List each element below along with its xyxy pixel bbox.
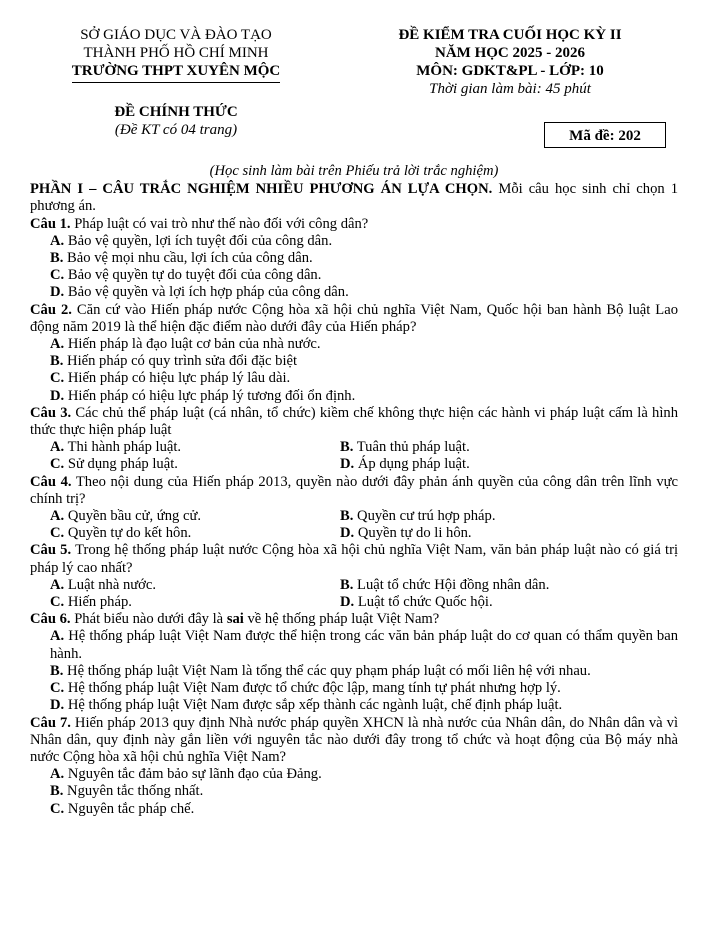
option-a: A. Nguyên tắc đảm bảo sự lãnh đạo của Đảng.: [50, 766, 322, 783]
option-c: C. Sử dụng pháp luật.: [50, 456, 178, 473]
exam-title: ĐỀ KIỂM TRA CUỐI HỌC KỲ II: [398, 27, 622, 43]
question-text: Theo nội dung của Hiến pháp 2013, quyền nào dưới đây phản ánh quyền của công dân trên lĩnh vực chính trị?: [30, 473, 679, 507]
option-a: A. Hiến pháp là đạo luật cơ bản của nhà nước.: [50, 336, 321, 353]
question-text: Pháp luật có vai trò như thế nào đối với công dân?: [70, 215, 369, 232]
question-6: [30, 611, 678, 628]
options-row: [30, 525, 678, 542]
official-label: ĐỀ CHÍNH THỨC: [114, 104, 238, 120]
question-3: [30, 405, 678, 439]
school-year: NĂM HỌC 2025 - 2026: [435, 45, 585, 61]
city-name: THÀNH PHỐ HỒ CHÍ MINH: [83, 45, 269, 61]
option-a: A. Bảo vệ quyền, lợi ích tuyệt đối của công dân.: [50, 232, 333, 249]
option-c: C. Hệ thống pháp luật Việt Nam được tổ chức độc lập, mang tính tự phát nhưng hợp lý.: [50, 680, 561, 697]
header-left: [30, 26, 322, 139]
part-title: PHẦN I – CÂU TRẮC NGHIỆM NHIỀU PHƯƠNG ÁN LỰA CHỌN.: [30, 181, 493, 198]
option-d: D. Hiến pháp có hiệu lực pháp lý tương đối ổn định.: [50, 387, 356, 404]
option-a: A. Quyền bầu cử, ứng cử.: [50, 508, 201, 525]
option-b: B. Luật tổ chức Hội đồng nhân dân.: [340, 576, 550, 593]
option-d: D. Quyền tự do li hôn.: [340, 525, 472, 542]
option-c: C. Hiến pháp.: [50, 594, 132, 611]
option-b: B. Bảo vệ mọi nhu cầu, lợi ích của công dân.: [50, 250, 313, 267]
part-description: Mỗi câu học sinh chỉ chọn 1 phương án.: [30, 181, 678, 215]
exam-content: [30, 163, 678, 818]
question-text: Căn cứ vào Hiến pháp nước Cộng hòa xã hội chủ nghĩa Việt Nam, Quốc hội ban hành Bộ luật Lao động năm 2019 là thể hiện đặc điểm nào dưới đây của Hiến pháp?: [30, 301, 678, 335]
question-7: [30, 715, 678, 767]
question-5: [30, 542, 678, 576]
option-c: C. Hiến pháp có hiệu lực pháp lý lâu dài.: [50, 370, 291, 387]
question-number: Câu 6.: [30, 611, 71, 628]
question-number: Câu 4.: [30, 473, 72, 490]
option-c: C. Nguyên tắc pháp chế.: [50, 800, 195, 817]
option-a: A. Thi hành pháp luật.: [50, 439, 182, 456]
options-row: [30, 439, 678, 456]
department-name: SỞ GIÁO DỤC VÀ ĐÀO TẠO: [80, 27, 272, 43]
option-a: A. Hệ thống pháp luật Việt Nam được thể hiện trong các văn bản pháp luật do cơ quan có thẩm quyền ban hành.: [50, 628, 678, 662]
exam-code-box: Mã đề: 202: [544, 122, 666, 148]
question-text-end: về hệ thống pháp luật Việt Nam?: [243, 611, 440, 628]
question-4: [30, 474, 678, 508]
time-limit: Thời gian làm bài: 45 phút: [429, 81, 591, 97]
option-b: B. Quyền cư trú hợp pháp.: [340, 508, 496, 525]
header-right: [360, 26, 660, 98]
question-2: [30, 302, 678, 336]
options-row: [30, 456, 678, 473]
subject-line: MÔN: GDKT&PL - LỚP: 10: [416, 63, 604, 79]
question-number: Câu 5.: [30, 542, 72, 559]
page-count-note: (Đề KT có 04 trang): [114, 122, 238, 138]
options-row: [30, 594, 678, 611]
question-emphasis: sai: [226, 611, 244, 628]
option-d: D. Luật tổ chức Quốc hội.: [340, 594, 493, 611]
question-text: Phát biểu nào dưới đây là: [70, 611, 227, 628]
question-text: Các chủ thể pháp luật (cá nhân, tổ chức) kiềm chế không thực hiện các hành vi pháp luật cấm là hình thức thực hiện pháp luật: [30, 404, 679, 439]
option-b: B. Tuân thủ pháp luật.: [340, 439, 470, 456]
question-number: Câu 1.: [30, 215, 71, 232]
school-name: TRƯỜNG THPT XUYÊN MỘC: [72, 62, 280, 83]
option-d: D. Hệ thống pháp luật Việt Nam được sắp xếp thành các ngành luật, chế định pháp luật.: [50, 697, 563, 714]
question-number: Câu 3.: [30, 404, 72, 421]
options-row: [30, 508, 678, 525]
answer-sheet-note: (Học sinh làm bài trên Phiếu trả lời trắc nghiệm): [209, 163, 499, 179]
question-text: Hiến pháp 2013 quy định Nhà nước pháp quyền XHCN là nhà nước của Nhân dân, do Nhân dân và vì Nhân dân, quy định này gắn liền với nguyên tắc nào dưới đây trong tổ chức và hoạt động của Bộ máy nhà nước Cộng hòa xã hội chủ nghĩa Việt Nam?: [30, 714, 679, 765]
option-a: A. Luật nhà nước.: [50, 576, 157, 593]
option-b: B. Nguyên tắc thống nhất.: [50, 783, 204, 800]
option-c: C. Quyền tự do kết hôn.: [50, 525, 192, 542]
options-row: [30, 577, 678, 594]
question-number: Câu 2.: [30, 301, 72, 318]
question-text: Trong hệ thống pháp luật nước Cộng hòa xã hội chủ nghĩa Việt Nam, văn bản pháp luật nào có giá trị pháp lý cao nhất?: [30, 542, 679, 576]
question-1: [30, 216, 678, 233]
part-heading: [30, 181, 678, 215]
option-b: B. Hiến pháp có quy trình sửa đổi đặc biệt: [50, 353, 298, 370]
option-d: D. Bảo vệ quyền và lợi ích hợp pháp của công dân.: [50, 284, 349, 301]
option-b: B. Hệ thống pháp luật Việt Nam là tổng thể các quy phạm pháp luật có mối liên hệ với nhau.: [50, 662, 591, 679]
option-c: C. Bảo vệ quyền tự do tuyệt đối của công dân.: [50, 267, 322, 284]
question-number: Câu 7.: [30, 714, 71, 731]
option-d: D. Áp dụng pháp luật.: [340, 456, 470, 473]
